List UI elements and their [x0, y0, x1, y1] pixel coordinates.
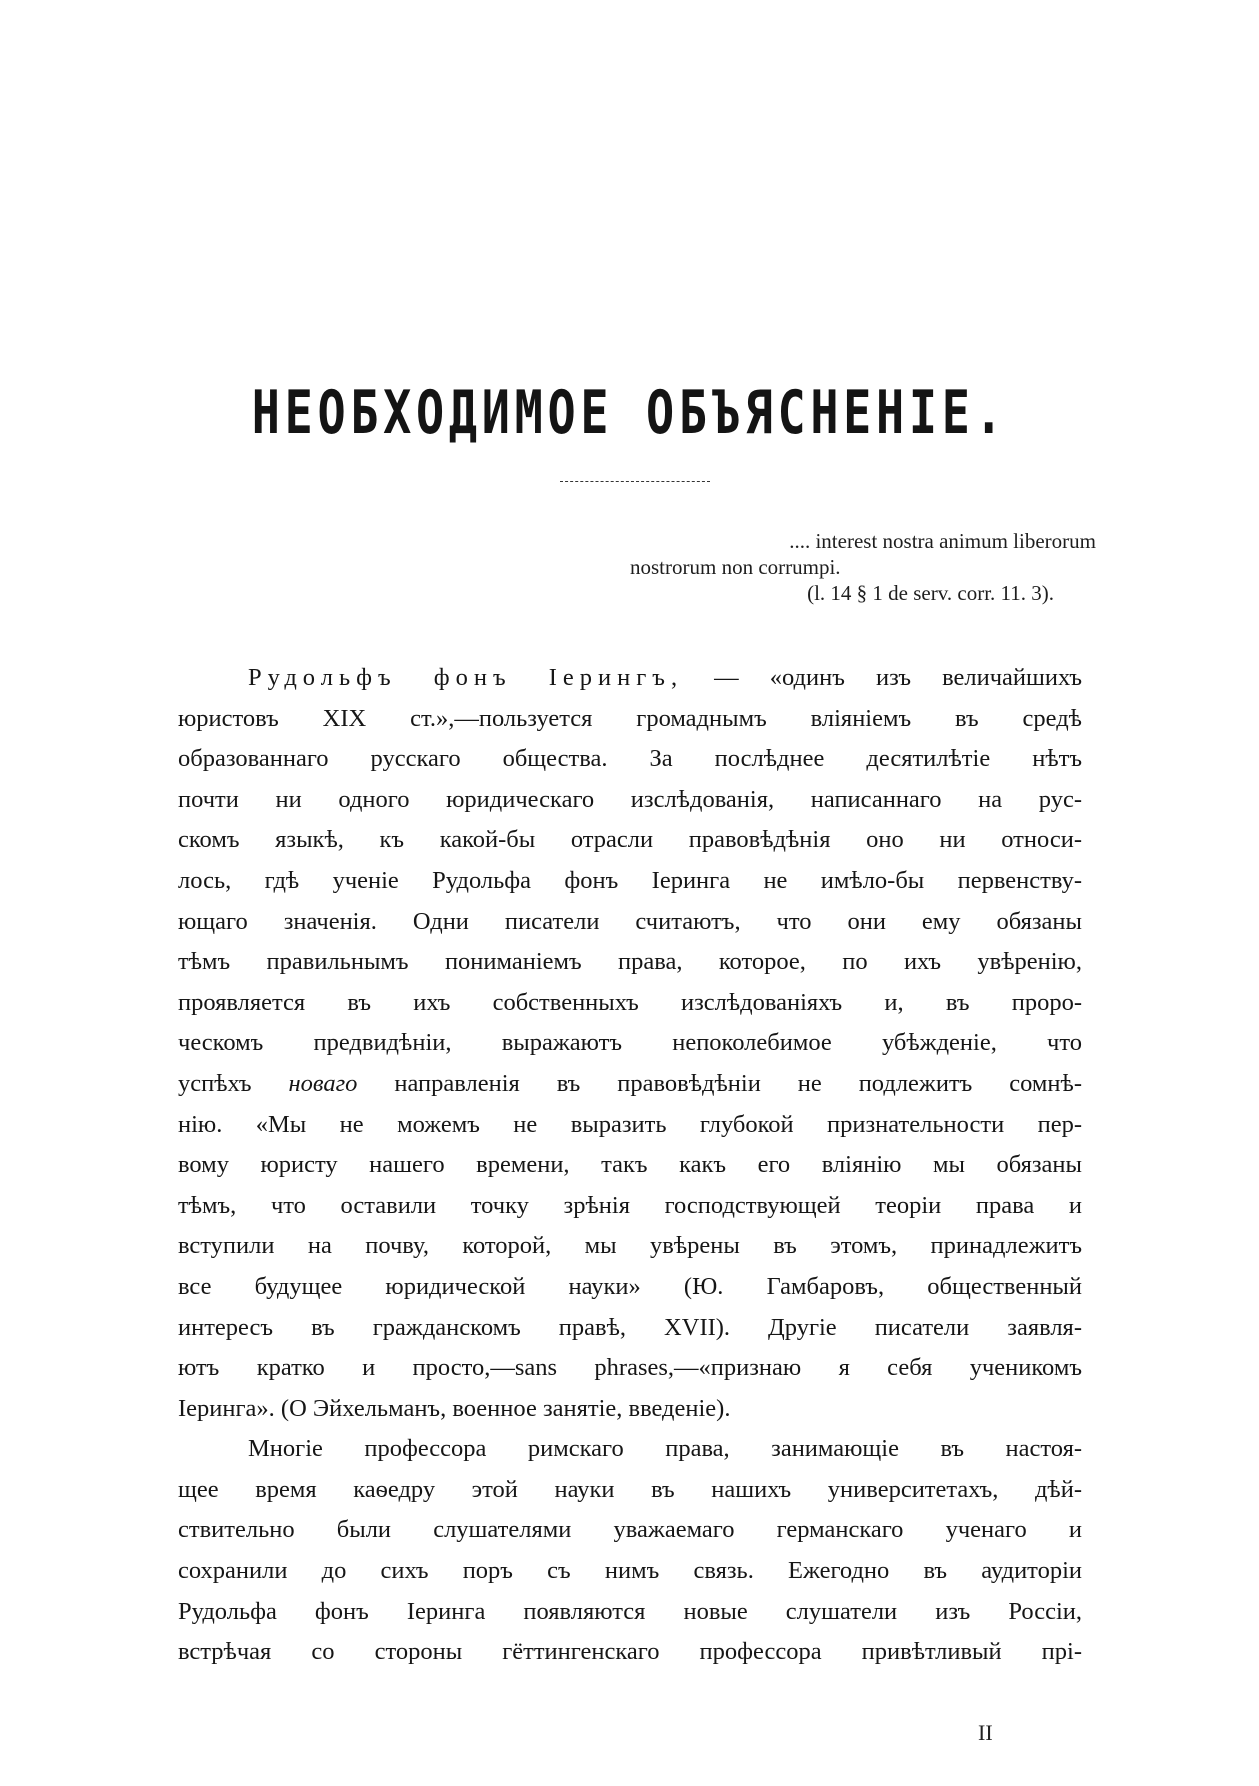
text-fragment: — «одинъ изъ величайшихъ	[714, 664, 1082, 691]
paragraph-1-line: юристовъ XIX ст.»,—пользуется громаднымъ вліяніемъ въ средѣ	[178, 704, 1082, 732]
paragraph-1-line: ютъ кратко и просто,—sans phrases,—«признаю я себя ученикомъ	[178, 1354, 1082, 1382]
paragraph-1-line: лось, гдѣ ученіе Рудольфа фонъ Іеринга не имѣло-бы первенству-	[178, 866, 1082, 894]
paragraph-1-line: тѣмъ правильнымъ пониманіемъ права, которое, по ихъ увѣренію,	[178, 948, 1082, 976]
paragraph-1-line: вступили на почву, которой, мы увѣрены въ этомъ, принадлежитъ	[178, 1232, 1082, 1260]
paragraph-2-line: щее время каѳедру этой науки въ нашихъ университетахъ, дѣй-	[178, 1475, 1082, 1503]
paragraph-1-line: скомъ языкѣ, къ какой-бы отрасли правовѣдѣнія оно ни относи-	[178, 826, 1082, 854]
paragraph-1-line: интересъ въ гражданскомъ правѣ, XVII). Другіе писатели заявля-	[178, 1313, 1082, 1341]
epigraph-line-2: nostrorum non corrumpi.	[630, 555, 841, 579]
paragraph-1-line: ческомъ предвидѣніи, выражаютъ непоколебимое убѣжденіе, что	[178, 1029, 1082, 1057]
paragraph-1-line: проявляется въ ихъ собственныхъ изслѣдованіяхъ и, въ проро-	[178, 988, 1082, 1016]
paragraph-1-line: все будущее юридической науки» (Ю. Гамбаровъ, общественный	[178, 1272, 1082, 1300]
paragraph-1-line	[178, 658, 1082, 699]
page-title: НЕОБХОДИМОЕ ОБЪЯСНЕНІЕ.	[251, 378, 1008, 448]
paragraph-1-line: Іеринга». (О Эйхельманъ, военное занятіе, введеніе).	[178, 1394, 731, 1422]
paragraph-1-line: ющаго значенія. Одни писатели считаютъ, что они ему обязаны	[178, 907, 1082, 935]
title-separator	[560, 481, 710, 482]
paragraph-1-line: вому юристу нашего времени, такъ какъ его вліянію мы обязаны	[178, 1151, 1082, 1179]
paragraph-2-line: Рудольфа фонъ Іеринга появляются новые слушатели изъ Россіи,	[178, 1597, 1082, 1625]
paragraph-1-line	[178, 1064, 1082, 1105]
main-text	[178, 658, 1082, 1673]
paragraph-1-line: тѣмъ, что оставили точку зрѣнія господствующей теоріи права и	[178, 1191, 1082, 1219]
italic-word: новаго	[288, 1069, 358, 1097]
paragraph-2-line: Многіе профессора римскаго права, занимающіе въ настоя-	[248, 1435, 1082, 1463]
author-name: Рудольфъ фонъ Іерингъ,	[248, 664, 684, 691]
text-fragment: направленія въ правовѣдѣніи не подлежитъ сомнѣ-	[394, 1069, 1082, 1097]
paragraph-2-line: встрѣчая со стороны гёттингенскаго профессора привѣтливый прі-	[178, 1638, 1082, 1666]
paragraph-1-line: нію. «Мы не можемъ не выразить глубокой признательности пер-	[178, 1110, 1082, 1138]
paragraph-2-line: сохранили до сихъ поръ съ нимъ связь. Ежегодно въ аудиторіи	[178, 1557, 1082, 1585]
text-fragment: успѣхъ	[178, 1069, 252, 1097]
epigraph	[630, 528, 1100, 606]
paragraph-2-line: ствительно были слушателями уважаемаго германскаго ученаго и	[178, 1516, 1082, 1544]
paragraph-1-line: образованнаго русскаго общества. За послѣднее десятилѣтіе нѣтъ	[178, 745, 1082, 773]
page-signature-mark: II	[978, 1720, 993, 1745]
paragraph-1-line: почти ни одного юридическаго изслѣдованія, написаннаго на рус-	[178, 785, 1082, 813]
epigraph-line-1: .... interest nostra animum liberorum	[789, 529, 1096, 553]
epigraph-citation: (l. 14 § 1 de serv. corr. 11. 3).	[807, 581, 1054, 605]
